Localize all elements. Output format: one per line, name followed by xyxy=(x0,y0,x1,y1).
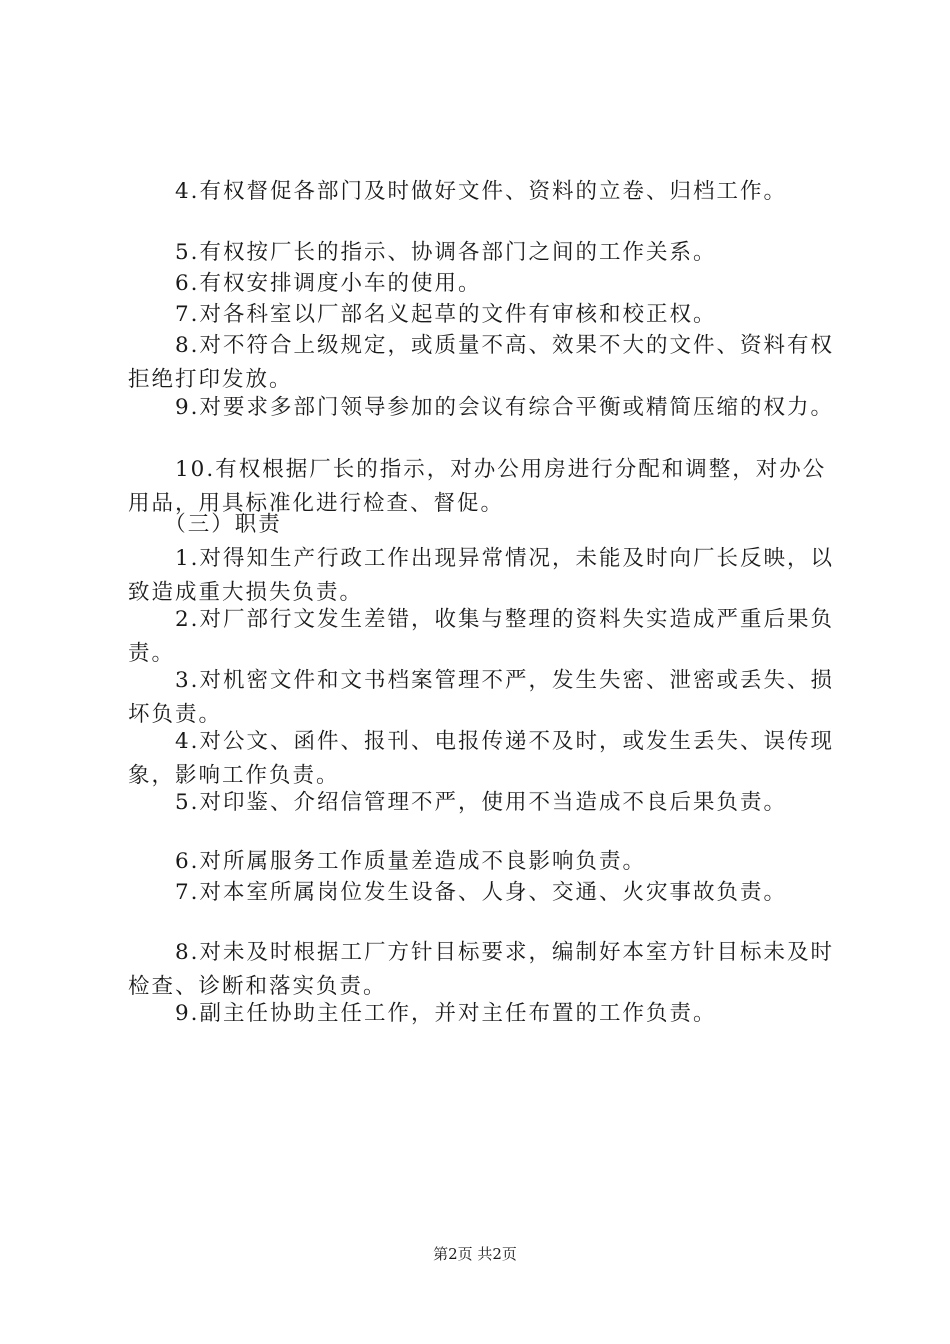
paragraph-right-10: 10.有权根据厂长的指示，对办公用房进行分配和调整，对办公用品，用具标准化进行检查、督促。 xyxy=(128,457,827,516)
paragraph-right-7: 7.对各科室以厂部名义起草的文件有审核和校正权。 xyxy=(128,302,717,327)
paragraph-duty-9: 9.副主任协助主任工作，并对主任布置的工作负责。 xyxy=(128,1001,717,1026)
paragraph-right-9: 9.对要求多部门领导参加的会议有综合平衡或精简压缩的权力。 xyxy=(128,395,835,420)
paragraph-duty-8: 8.对未及时根据工厂方针目标要求，编制好本室方针目标未及时检查、诊断和落实负责。 xyxy=(128,940,835,999)
paragraph-right-5: 5.有权按厂长的指示、协调各部门之间的工作关系。 xyxy=(128,240,717,265)
paragraph-duty-2: 2.对厂部行文发生差错，收集与整理的资料失实造成严重后果负责。 xyxy=(128,607,835,666)
paragraph-duty-1: 1.对得知生产行政工作出现异常情况，未能及时向厂长反映，以致造成重大损失负责。 xyxy=(128,546,835,605)
section-heading-duties: （三）职责 xyxy=(128,512,282,537)
paragraph-right-4: 4.有权督促各部门及时做好文件、资料的立卷、归档工作。 xyxy=(128,179,788,204)
paragraph-duty-6: 6.对所属服务工作质量差造成不良影响负责。 xyxy=(128,849,647,874)
paragraph-right-8: 8.对不符合上级规定，或质量不高、效果不大的文件、资料有权拒绝打印发放。 xyxy=(128,333,835,392)
paragraph-duty-3: 3.对机密文件和文书档案管理不严，发生失密、泄密或丢失、损坏负责。 xyxy=(128,668,835,727)
paragraph-right-6: 6.有权安排调度小车的使用。 xyxy=(128,271,482,296)
paragraph-duty-5: 5.对印鉴、介绍信管理不严，使用不当造成不良后果负责。 xyxy=(128,790,788,815)
paragraph-duty-4: 4.对公文、函件、报刊、电报传递不及时，或发生丢失、误传现象，影响工作负责。 xyxy=(128,729,835,788)
paragraph-duty-7: 7.对本室所属岗位发生设备、人身、交通、火灾事故负责。 xyxy=(128,880,788,905)
page-number-footer: 第2页 共2页 xyxy=(433,1245,517,1263)
